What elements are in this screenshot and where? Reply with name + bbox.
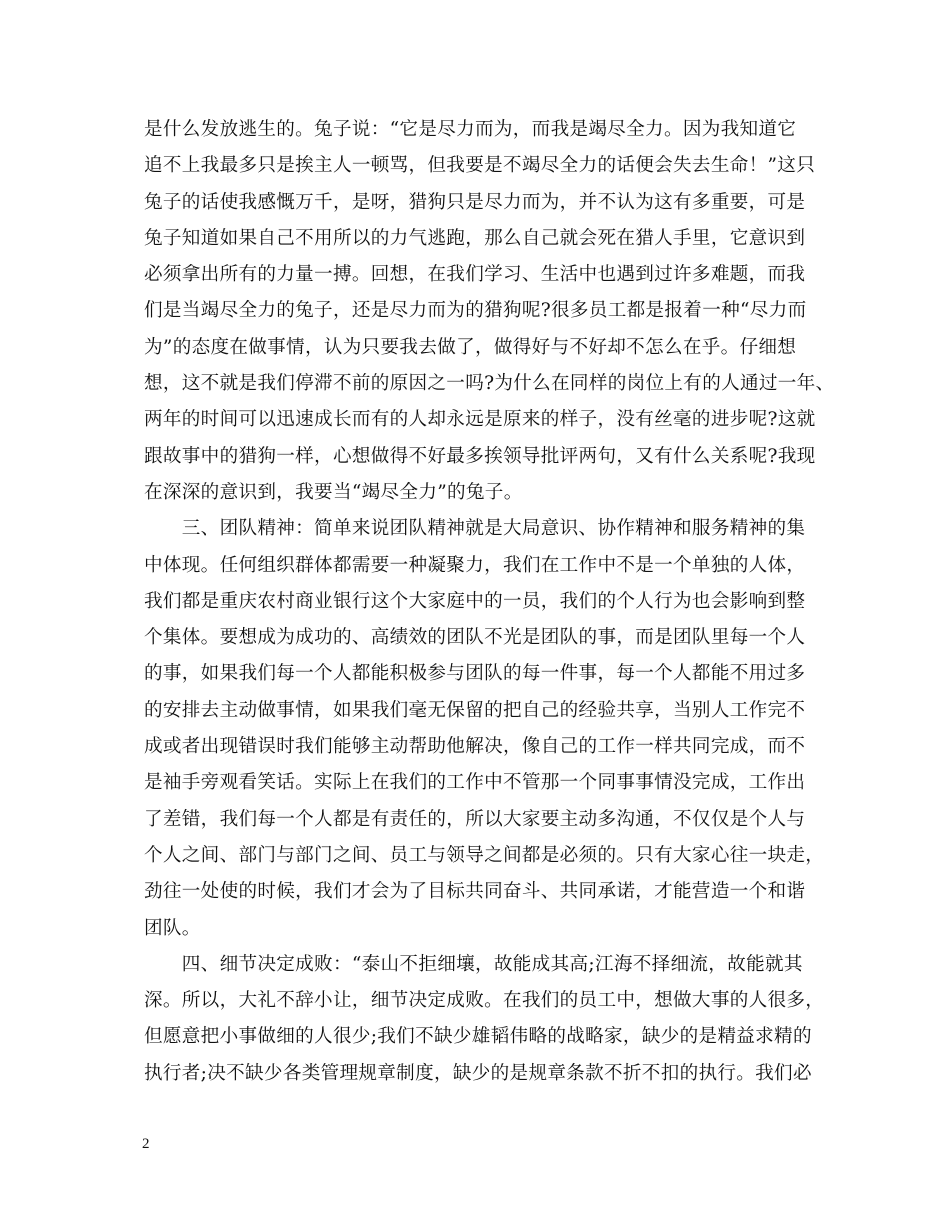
paragraph-heading-line: 四、细节决定成败：“泰山不拒细壤，故能成其高;江海不择细流，故能就其	[144, 953, 803, 975]
text-line: 是什么发放逃生的。兔子说：“它是尽力而为，而我是竭尽全力。因为我知道它	[144, 119, 797, 140]
text-line: 兔子知道如果自己不用所以的力气逃跑，那么自己就会死在猎人手里，它意识到	[144, 227, 806, 249]
text-line: 团队。	[144, 917, 201, 939]
text-line: 跟故事中的猎狗一样，心想做得不好最多挨领导批评两句，又有什么关系呢?我现	[144, 445, 816, 467]
text-line: 个集体。要想成为成功的、高绩效的团队不光是团队的事，而是团队里每一个人	[144, 627, 806, 649]
text-line: 的事，如果我们每一个人都能积极参与团队的每一件事，每一个人都能不用过多	[144, 663, 806, 685]
text-line: 深。所以，大礼不辞小让，细节决定成败。在我们的员工中，想做大事的人很多，	[144, 990, 825, 1012]
text-line: 的安排去主动做事情，如果我们毫无保留的把自己的经验共享，当别人工作完不	[144, 699, 806, 721]
text-line: 必须拿出所有的力量一搏。回想，在我们学习、生活中也遇到过许多难题，而我	[144, 264, 806, 286]
text-line: 劲往一处使的时候，我们才会为了目标共同奋斗、共同承诺，才能营造一个和谐	[144, 881, 806, 903]
text-line: 们是当竭尽全力的兔子，还是尽力而为的猎狗呢?很多员工都是报着一种“尽力而	[144, 300, 807, 322]
text-line: 两年的时间可以迅速成长而有的人却永远是原来的样子，没有丝毫的进步呢?这就	[144, 409, 816, 431]
page-number: 2	[142, 1136, 150, 1152]
paragraph-heading-line: 三、团队精神：简单来说团队精神就是大局意识、协作精神和服务精神的集	[144, 518, 806, 540]
text-line: 追不上我最多只是挨主人一顿骂，但我要是不竭尽全力的话便会失去生命！”这只	[144, 155, 816, 177]
text-line: 了差错，我们每一个人都是有责任的，所以大家要主动多沟通，不仅仅是个人与	[144, 808, 806, 830]
text-line: 兔子的话使我感慨万千，是呀，猎狗只是尽力而为，并不认为这有多重要，可是	[144, 191, 806, 213]
text-line: 个人之间、部门与部门之间、员工与领导之间都是必须的。只有大家心往一块走，	[144, 844, 825, 866]
text-line: 我们都是重庆农村商业银行这个大家庭中的一员，我们的个人行为也会影响到整	[144, 590, 806, 612]
text-line: 中体现。任何组织群体都需要一种凝聚力，我们在工作中不是一个单独的人体，	[144, 554, 806, 576]
text-line: 但愿意把小事做细的人很少;我们不缺少雄韬伟略的战略家，缺少的是精益求精的	[144, 1026, 812, 1048]
text-line: 在深深的意识到，我要当“竭尽全力”的兔子。	[144, 481, 523, 503]
text-line: 想，这不就是我们停滞不前的原因之一吗?为什么在同样的岗位上有的人通过一年、	[144, 373, 835, 395]
text-line: 执行者;决不缺少各类管理规章制度，缺少的是规章条款不折不扣的执行。我们必	[144, 1062, 812, 1084]
text-line: 是袖手旁观看笑话。实际上在我们的工作中不管那一个同事事情没完成，工作出	[144, 772, 806, 794]
body-text	[144, 112, 835, 1092]
text-line: 成或者出现错误时我们能够主动帮助他解决，像自己的工作一样共同完成，而不	[144, 736, 806, 758]
text-line: 为”的态度在做事情，认为只要我去做了，做得好与不好却不怎么在乎。仔细想	[144, 336, 797, 358]
